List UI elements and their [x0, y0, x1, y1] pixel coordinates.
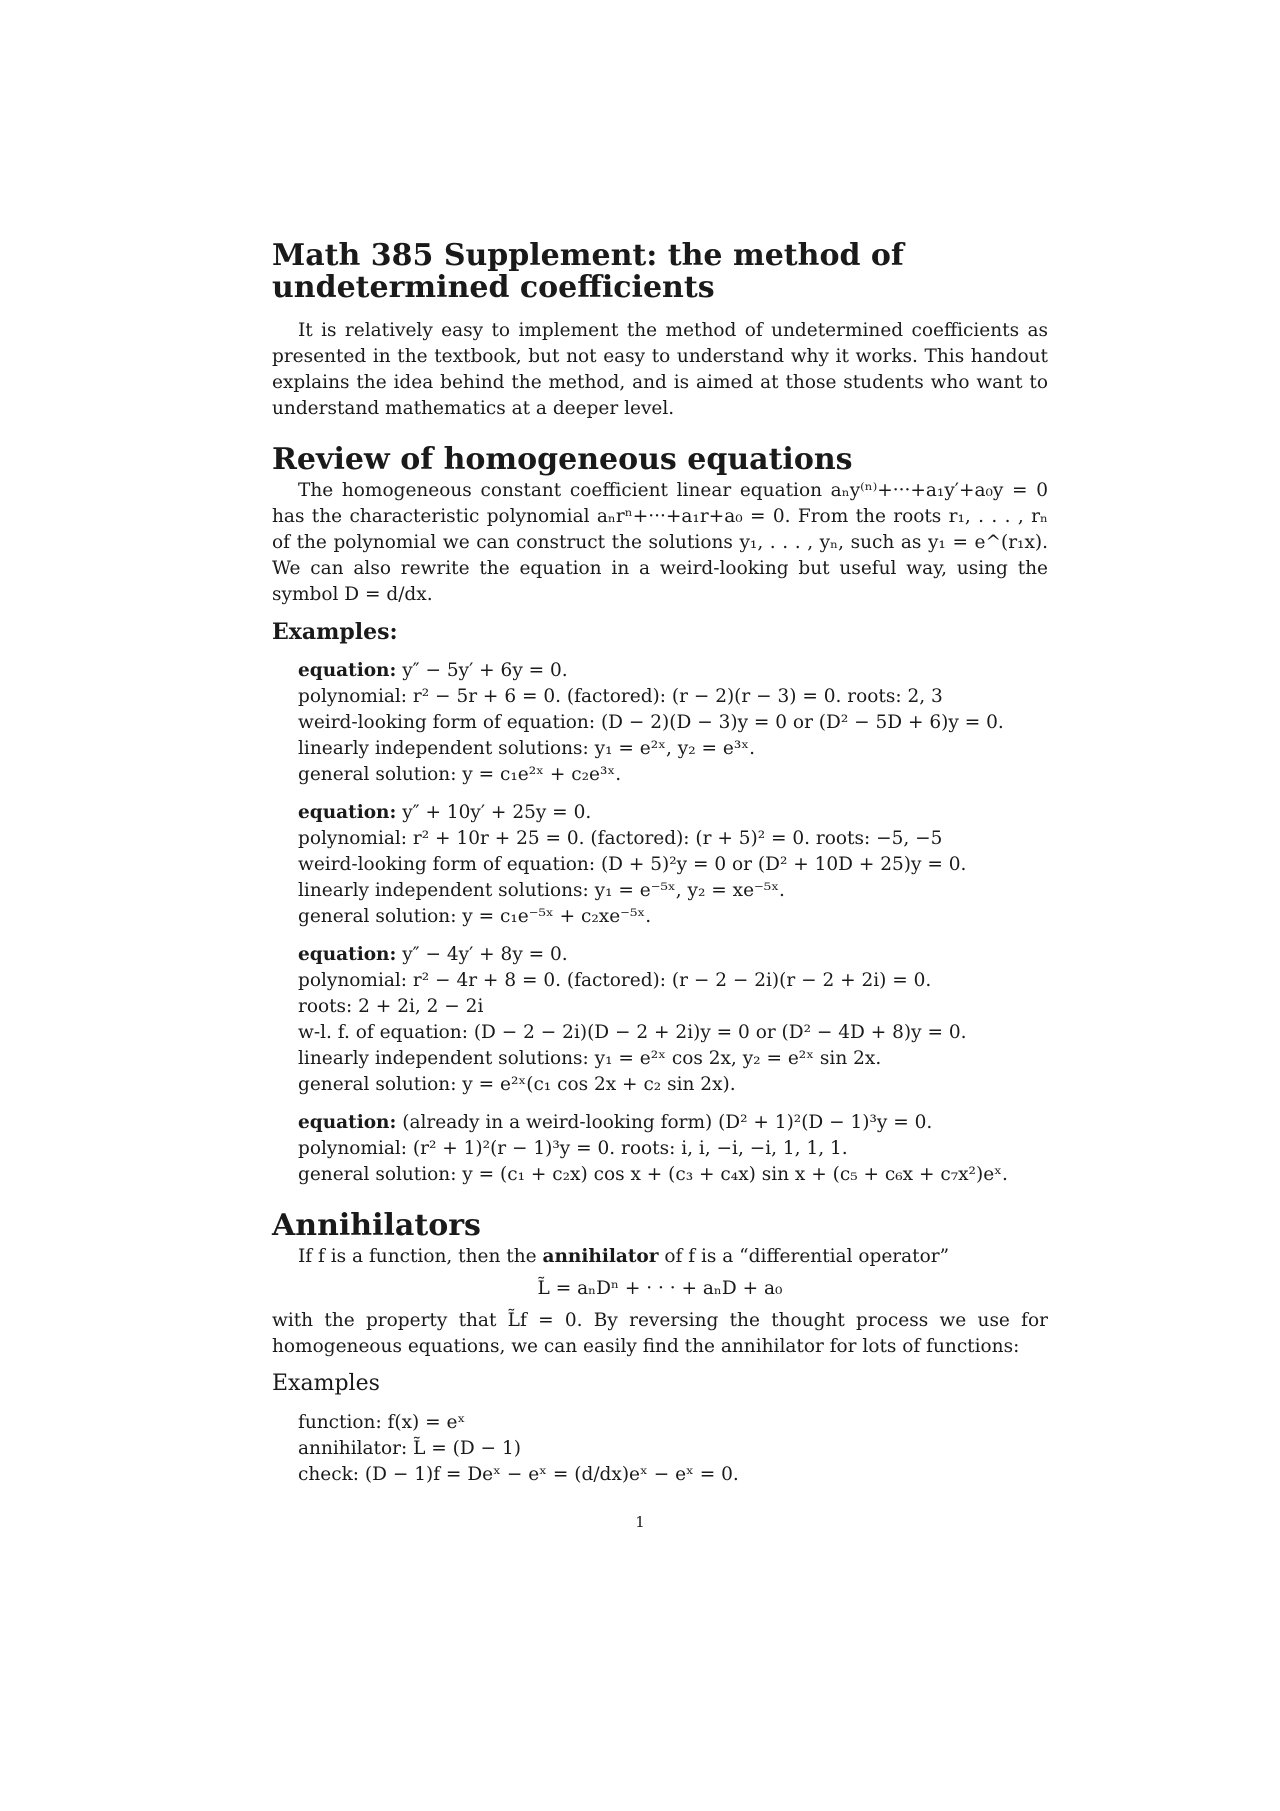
- example-line: annihilator: L̃ = (D − 1): [298, 1438, 521, 1459]
- annihilator-example: [298, 1410, 1048, 1488]
- example-line: polynomial: r² − 4r + 8 = 0. (factored): (r − 2 − 2i)(r − 2 + 2i) = 0.: [298, 970, 932, 991]
- equation-label: equation:: [298, 944, 397, 965]
- example-line: roots: 2 + 2i, 2 − 2i: [298, 996, 484, 1017]
- equation-text: (already in a weird-looking form) (D² + 1)²(D − 1)³y = 0.: [402, 1112, 933, 1133]
- example-line: general solution: y = e²ˣ(c₁ cos 2x + c₂ sin 2x).: [298, 1074, 736, 1095]
- example-equation: [298, 942, 1048, 968]
- annihilators-heading: Annihilators: [272, 1208, 481, 1243]
- document-title: Math 385 Supplement: the method of undetermined coefficients: [272, 238, 904, 305]
- example-line: general solution: y = c₁e²ˣ + c₂e³ˣ.: [298, 764, 622, 785]
- example-3: [298, 942, 1048, 1098]
- annihilators-examples-heading: Examples: [272, 1371, 380, 1396]
- example-equation: [298, 800, 1048, 826]
- annihilators-paragraph-2: with the property that L̃f = 0. By reversing the thought process we use for homogeneous equations, we can easily find the annihilator for lots of functions:: [272, 1310, 1048, 1357]
- page-content: [272, 240, 1048, 1500]
- example-line: weird-looking form of equation: (D + 5)²y = 0 or (D² + 10D + 25)y = 0.: [298, 854, 967, 875]
- example-line: general solution: y = c₁e⁻⁵ˣ + c₂xe⁻⁵ˣ.: [298, 906, 652, 927]
- example-line: linearly independent solutions: y₁ = e²ˣ, y₂ = e³ˣ.: [298, 738, 755, 759]
- example-line: polynomial: (r² + 1)²(r − 1)³y = 0. roots: i, i, −i, −i, 1, 1, 1.: [298, 1138, 848, 1159]
- example-equation: [298, 658, 1048, 684]
- equation-label: equation:: [298, 660, 397, 681]
- annihilator-term: annihilator: [542, 1246, 659, 1267]
- text-span: If f is a function, then the: [298, 1246, 543, 1267]
- example-line: polynomial: r² − 5r + 6 = 0. (factored): (r − 2)(r − 3) = 0. roots: 2, 3: [298, 686, 943, 707]
- example-line: weird-looking form of equation: (D − 2)(D − 3)y = 0 or (D² − 5D + 6)y = 0.: [298, 712, 1004, 733]
- example-line: function: f(x) = eˣ: [298, 1412, 466, 1433]
- example-2: [298, 800, 1048, 930]
- example-4: [298, 1110, 1048, 1188]
- example-1: [298, 658, 1048, 788]
- example-line: linearly independent solutions: y₁ = e²ˣ cos 2x, y₂ = e²ˣ sin 2x.: [298, 1048, 882, 1069]
- example-line: w-l. f. of equation: (D − 2 − 2i)(D − 2 + 2i)y = 0 or (D² − 4D + 8)y = 0.: [298, 1022, 967, 1043]
- display-equation: L̃ = aₙDⁿ + · · · + aₙD + a₀: [537, 1278, 783, 1299]
- page-number: 1: [635, 1513, 645, 1531]
- review-examples-heading: Examples:: [272, 619, 398, 645]
- example-equation: [298, 1110, 1048, 1136]
- equation-text: y″ − 4y′ + 8y = 0.: [402, 944, 568, 965]
- equation-text: y″ + 10y′ + 25y = 0.: [402, 802, 592, 823]
- equation-label: equation:: [298, 802, 397, 823]
- intro-paragraph: It is relatively easy to implement the method of undetermined coefficients as presented in the textbook, but not easy to understand why it works. This handout explains the idea behind the method, and is aimed at those students who want to understand mathematics at a deeper level.: [272, 320, 1048, 419]
- text-span: of f is a “differential operator”: [658, 1246, 950, 1267]
- annihilators-paragraph-1: [272, 1244, 1048, 1270]
- example-line: linearly independent solutions: y₁ = e⁻⁵ˣ, y₂ = xe⁻⁵ˣ.: [298, 880, 785, 901]
- review-heading: Review of homogeneous equations: [272, 442, 853, 477]
- example-line: polynomial: r² + 10r + 25 = 0. (factored): (r + 5)² = 0. roots: −5, −5: [298, 828, 943, 849]
- example-line: check: (D − 1)f = Deˣ − eˣ = (d/dx)eˣ − eˣ = 0.: [298, 1464, 739, 1485]
- example-line: general solution: y = (c₁ + c₂x) cos x + (c₃ + c₄x) sin x + (c₅ + c₆x + c₇x²)eˣ.: [298, 1164, 1008, 1185]
- equation-label: equation:: [298, 1112, 397, 1133]
- equation-text: y″ − 5y′ + 6y = 0.: [402, 660, 568, 681]
- review-paragraph: The homogeneous constant coefficient linear equation aₙy⁽ⁿ⁾+···+a₁y′+a₀y = 0 has the characteristic polynomial aₙrⁿ+···+a₁r+a₀ = 0. From the roots r₁, . . . , rₙ of the polynomial we can construct the solutions y₁, . . . , yₙ, such as y₁ = e^(r₁x). We can also rewrite the equation in a weird-looking but useful way, using the symbol D = d/dx.: [272, 480, 1048, 605]
